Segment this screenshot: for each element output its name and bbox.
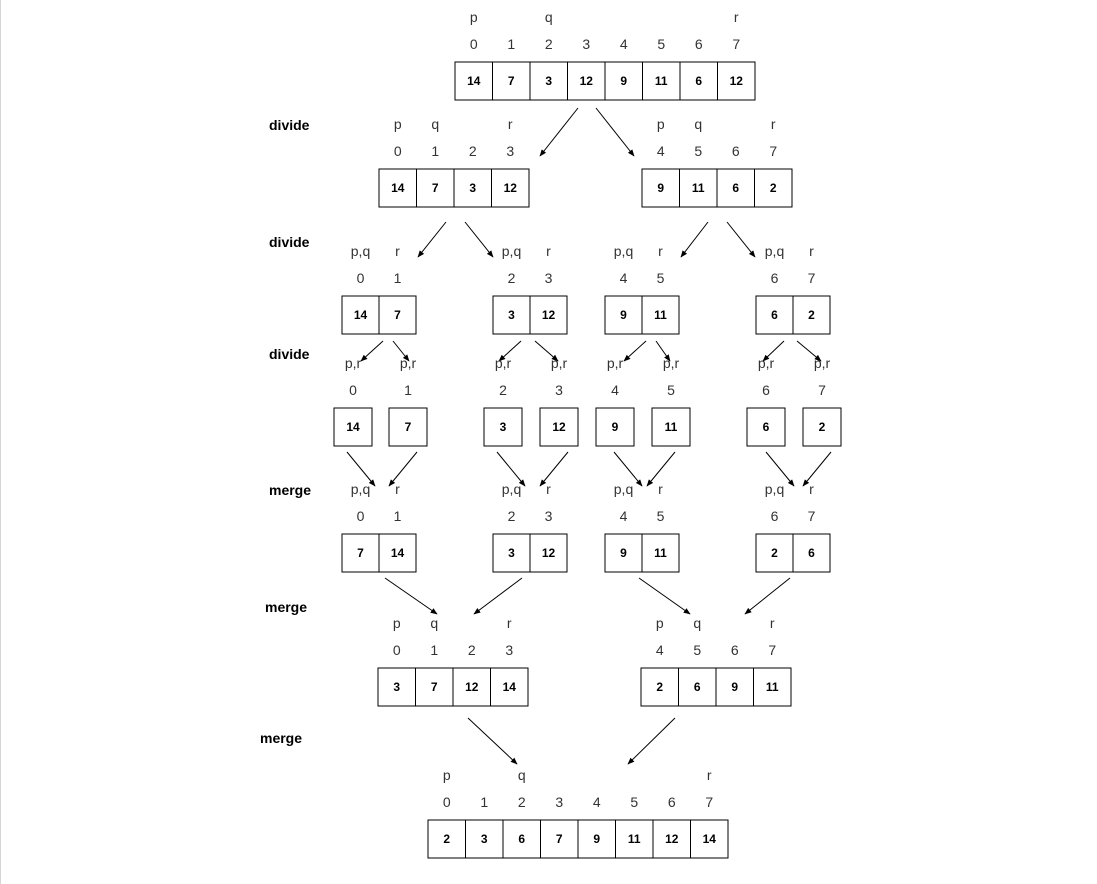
cell-value: 9 [657,181,665,195]
index-label: 0 [393,143,402,159]
step-label-merge: merge [260,730,303,746]
cell-value: 14 [702,832,716,846]
pointer-marker: p [393,116,402,132]
cell-value: 7 [430,680,438,694]
pointer-marker: r [395,481,400,497]
index-label: 3 [555,794,564,810]
pointer-marker: q [544,9,553,25]
arrow [465,222,493,257]
cell-value: 12 [465,680,479,694]
arrow [803,452,831,486]
index-label: 1 [480,794,489,810]
step-label-merge: merge [269,482,312,498]
pointer-marker: p,q [501,243,522,259]
index-label: 2 [499,382,507,398]
index-label: 6 [770,508,779,524]
cell-value: 7 [357,546,364,560]
index-label: 3 [582,36,591,52]
cell-value: 6 [732,181,740,195]
index-label: 3 [544,270,553,286]
pointer-marker: r [769,615,775,631]
cell-value: 12 [729,74,743,88]
index-label: 5 [694,143,703,159]
index-label: 2 [517,794,526,810]
arrow [596,108,634,156]
arrow [727,222,755,257]
pointer-marker: p,r [344,355,362,371]
cell-value: 12 [579,74,593,88]
array-m1b [493,481,567,572]
index-label: 1 [430,642,439,658]
array-s2 [484,355,522,446]
index-label: 0 [356,270,365,286]
array-s1 [389,355,427,446]
index-label: 3 [506,143,515,159]
cell-value: 3 [508,308,515,322]
pointer-marker: p,q [350,243,371,259]
array-d2b [493,243,567,334]
array-d2c [605,243,679,334]
index-label: 1 [393,270,402,286]
cell-value: 6 [695,74,703,88]
array-s3 [540,355,578,446]
pointer-marker: p [442,767,451,783]
arrow [468,718,517,764]
pointer-marker: p,q [764,481,785,497]
index-label: 6 [770,270,779,286]
cell-value: 6 [693,680,701,694]
cell-value: 3 [469,181,477,195]
cell-value: 11 [654,74,668,88]
index-label: 5 [656,508,665,524]
index-label: 7 [705,794,714,810]
cell-value: 14 [390,546,405,560]
pointer-marker: r [706,767,712,783]
arrow [745,578,790,614]
pointer-marker: r [507,116,513,132]
index-label: 7 [807,270,816,286]
index-label: 7 [769,143,778,159]
index-label: 3 [555,382,563,398]
pointer-marker: r [733,9,739,25]
arrow [361,341,383,361]
cell-value: 6 [808,546,815,560]
index-label: 1 [393,508,402,524]
cell-value: 12 [552,420,566,434]
cell-value: 3 [499,420,507,434]
cell-value: 9 [611,420,619,434]
pointer-marker: p [469,9,478,25]
cell-value: 9 [731,680,739,694]
pointer-marker: r [658,243,663,259]
index-label: 2 [467,642,476,658]
pointer-marker: r [770,116,776,132]
index-label: 4 [655,642,664,658]
index-label: 3 [544,508,553,524]
array-root [455,9,755,100]
array-m1c [605,481,679,572]
cell-value: 11 [654,308,667,322]
array-s5 [652,355,690,446]
cell-value: 7 [507,74,515,88]
index-label: 7 [732,36,741,52]
pointer-marker: q [693,615,702,631]
cell-value: 11 [664,420,678,434]
pointer-marker: q [694,116,703,132]
index-label: 7 [807,508,816,524]
cell-value: 12 [541,546,556,560]
index-label: 2 [544,36,553,52]
cell-value: 2 [443,832,451,846]
arrow [540,452,568,486]
cell-value: 2 [808,308,815,322]
cell-value: 6 [771,308,778,322]
cell-value: 12 [541,308,556,322]
pointer-marker: p,r [494,355,512,371]
arrow [389,452,417,486]
array-d2a [342,243,416,334]
cell-value: 9 [620,546,627,560]
cell-value: 11 [627,832,641,846]
index-label: 2 [507,270,516,286]
pointer-marker: p,r [757,355,775,371]
array-m2R [641,615,791,706]
index-label: 0 [442,794,451,810]
cell-value: 14 [391,181,405,195]
step-label-divide: divide [269,117,310,133]
array-s6 [747,355,785,446]
arrays [334,9,841,858]
arrow [474,578,522,614]
cell-value: 9 [593,832,601,846]
array-d1L [379,116,529,207]
array-d1R [642,116,792,207]
index-label: 4 [611,382,619,398]
arrow [418,222,446,257]
pointer-marker: p,r [662,355,680,371]
index-label: 1 [507,36,516,52]
index-label: 0 [356,508,365,524]
index-label: 7 [768,642,777,658]
step-label-divide: divide [269,234,310,250]
pointer-marker: p [392,615,401,631]
arrow [540,108,578,156]
array-m2L [378,615,528,706]
index-label: 2 [507,508,516,524]
step-labels [260,117,311,746]
cell-value: 2 [771,546,778,560]
cell-value: 11 [654,546,667,560]
index-label: 4 [656,143,665,159]
pointer-marker: p,q [613,243,634,259]
cell-value: 11 [765,680,779,694]
index-label: 4 [619,270,628,286]
cell-value: 6 [762,420,770,434]
cell-value: 2 [656,680,664,694]
cell-value: 3 [480,832,488,846]
pointer-marker: p,r [550,355,568,371]
pointer-marker: p,q [764,243,785,259]
index-label: 6 [762,382,770,398]
cell-value: 9 [620,308,627,322]
cell-value: 12 [665,832,679,846]
pointer-marker: r [506,615,512,631]
pointer-marker: q [517,767,526,783]
pointer-marker: p [655,615,664,631]
pointer-marker: r [809,481,814,497]
index-label: 5 [667,382,675,398]
cell-value: 3 [393,680,401,694]
index-label: 5 [693,642,702,658]
array-m1d [756,481,830,572]
cell-value: 7 [404,420,412,434]
pointer-marker: r [395,243,400,259]
index-label: 4 [619,508,628,524]
pointer-marker: p,q [501,481,522,497]
cell-value: 14 [353,308,368,322]
index-label: 6 [694,36,703,52]
pointer-marker: p,q [613,481,634,497]
array-final [428,767,728,858]
pointer-marker: p,q [350,481,371,497]
index-label: 6 [667,794,676,810]
cell-value: 7 [431,181,439,195]
pointer-marker: p,r [399,355,417,371]
index-label: 0 [469,36,478,52]
cell-value: 2 [769,181,777,195]
step-label-merge: merge [265,599,308,615]
index-label: 7 [818,382,826,398]
index-label: 2 [468,143,477,159]
index-label: 5 [657,36,666,52]
cell-value: 9 [620,74,628,88]
pointer-marker: q [431,116,440,132]
cell-value: 14 [346,420,360,434]
array-s7 [803,355,841,446]
arrow [628,718,675,764]
step-label-divide: divide [269,346,310,362]
pointer-marker: p,r [813,355,831,371]
cell-value: 6 [518,832,526,846]
index-label: 5 [656,270,665,286]
array-s4 [596,355,634,446]
cell-value: 7 [394,308,401,322]
pointer-marker: p,r [606,355,624,371]
array-m1a [342,481,416,572]
pointer-marker: r [546,481,551,497]
index-label: 4 [619,36,628,52]
array-d2d [756,243,830,334]
cell-value: 14 [502,680,516,694]
pointer-marker: r [546,243,551,259]
index-label: 1 [431,143,440,159]
cell-value: 12 [503,181,517,195]
array-s0 [334,355,372,446]
pointer-marker: r [658,481,663,497]
pointer-marker: r [809,243,814,259]
arrow [624,341,646,361]
arrow [385,578,437,614]
cell-value: 7 [555,832,563,846]
cell-value: 2 [818,420,826,434]
index-label: 3 [505,642,514,658]
index-label: 4 [592,794,601,810]
cell-value: 3 [545,74,553,88]
cell-value: 14 [467,74,481,88]
cell-value: 3 [508,546,515,560]
index-label: 0 [349,382,357,398]
pointer-marker: q [430,615,439,631]
index-label: 6 [730,642,739,658]
index-label: 6 [731,143,740,159]
index-label: 1 [404,382,412,398]
pointer-marker: p [656,116,665,132]
arrow [681,222,708,257]
index-label: 5 [630,794,639,810]
index-label: 0 [392,642,401,658]
arrow [639,578,690,614]
cell-value: 11 [691,181,705,195]
